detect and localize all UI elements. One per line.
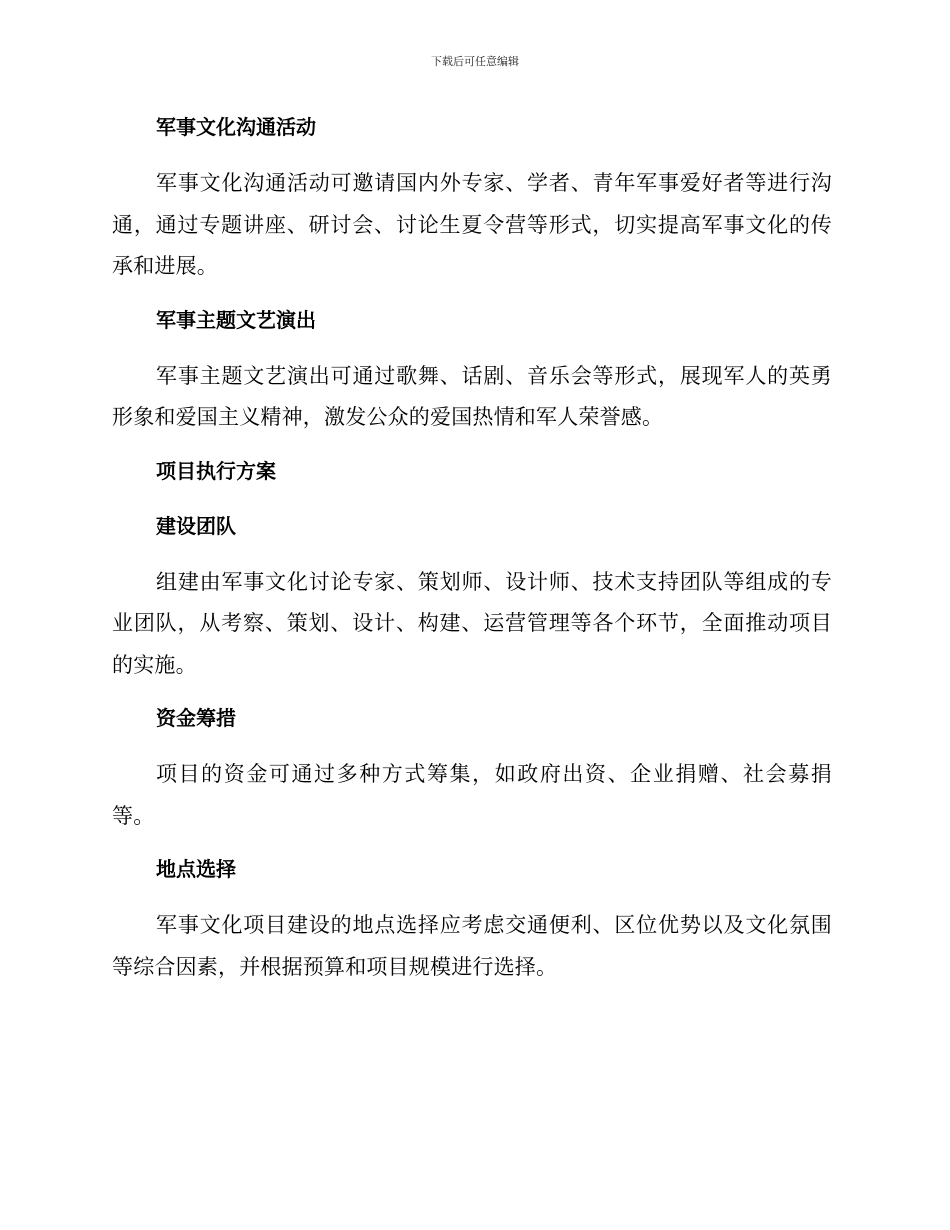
section-heading: 项目执行方案 — [156, 458, 276, 483]
section-heading: 资金筹措 — [156, 706, 236, 730]
section-paragraph: 军事文化项目建设的地点选择应考虑交通便利、区位优势以及文化氛围等综合因素，并根据预算和项目规模进行选择。 — [112, 913, 832, 979]
document-body — [112, 108, 832, 1001]
section-heading: 军事文化沟通活动 — [156, 115, 316, 139]
section-paragraph: 组建由军事文化讨论专家、策划师、设计师、技术支持团队等组成的专业团队，从考察、策划、设计、构建、运营管理等各个环节，全面推动项目的实施。 — [112, 569, 832, 677]
section-paragraph: 项目的资金可通过多种方式筹集，如政府出资、企业捐赠、社会募捐等。 — [112, 762, 832, 828]
section-heading: 军事主题文艺演出 — [156, 307, 316, 332]
section-heading: 建设团队 — [156, 513, 236, 538]
section-heading: 地点选择 — [156, 857, 236, 881]
section-paragraph: 军事文化沟通活动可邀请国内外专家、学者、青年军事爱好者等进行沟通，通过专题讲座、研讨会、讨论生夏令营等形式，切实提高军事文化的传承和进展。 — [112, 171, 832, 278]
section-paragraph: 军事主题文艺演出可通过歌舞、话剧、音乐会等形式，展现军人的英勇形象和爱国主义精神，激发公众的爱国热情和军人荣誉感。 — [112, 363, 832, 429]
page-header-note: 下载后可任意编辑 — [431, 55, 519, 68]
